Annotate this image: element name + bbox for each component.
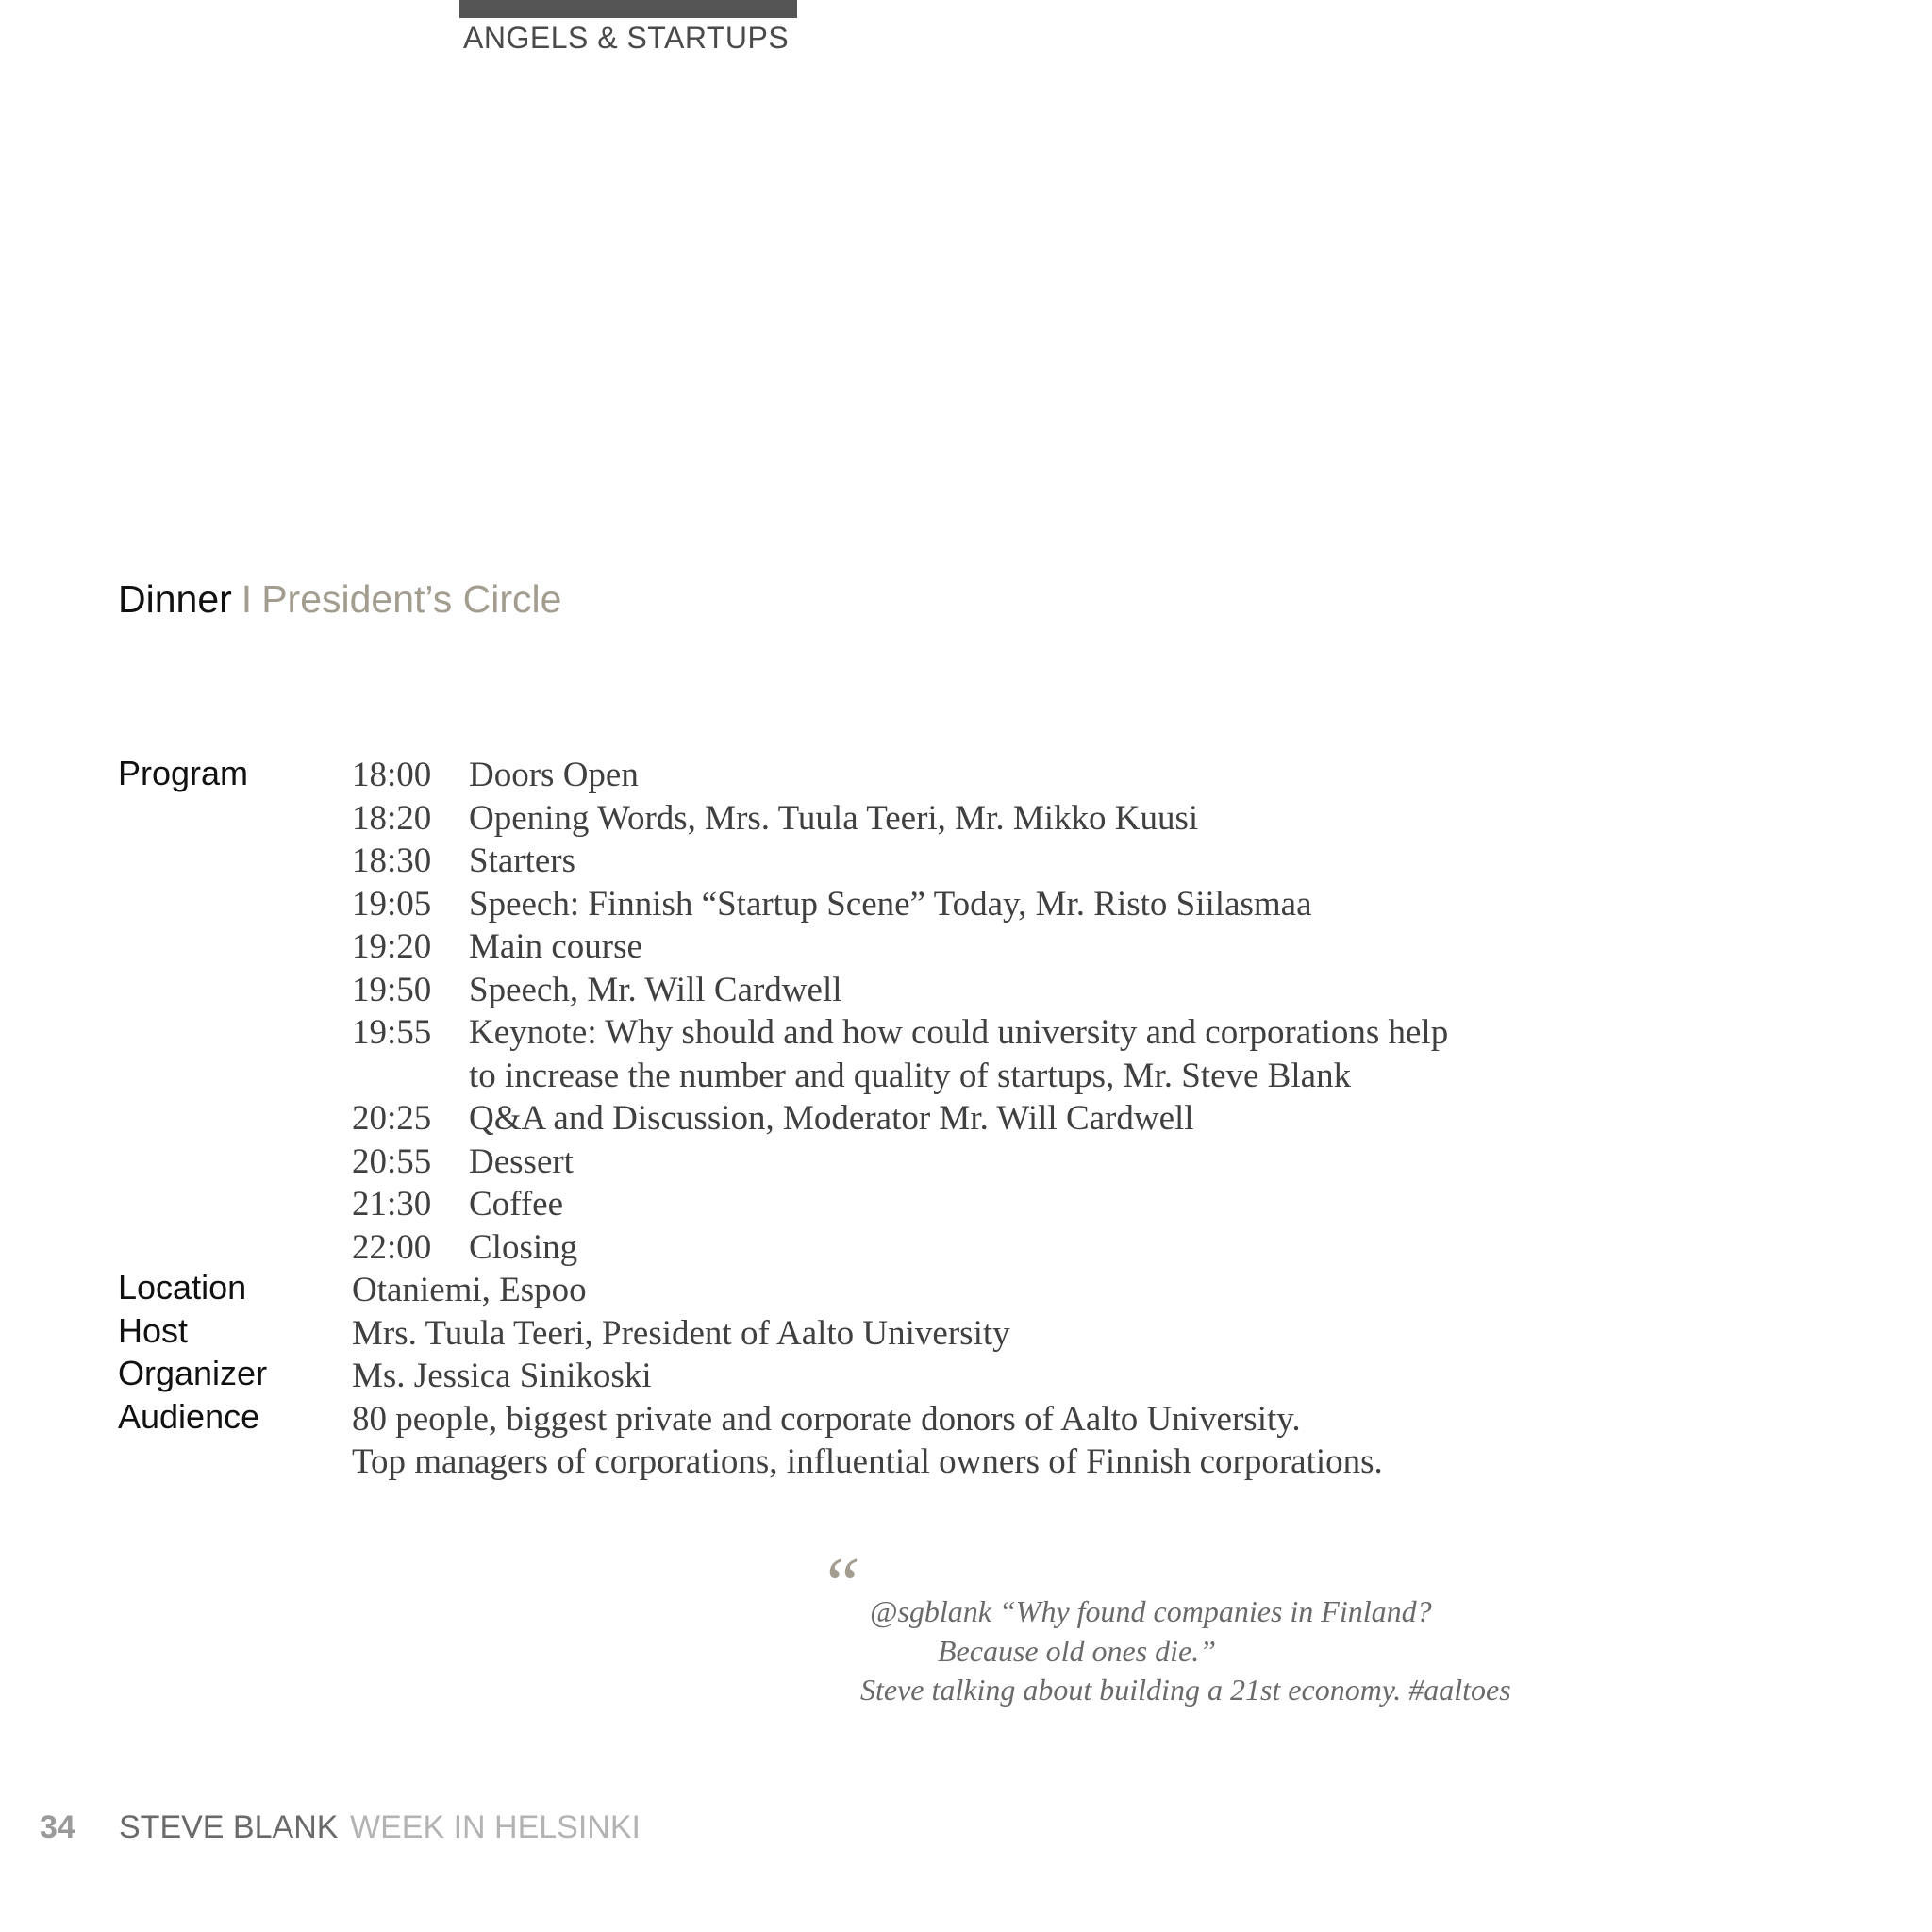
footer-title: STEVE BLANK <box>119 1809 339 1845</box>
program-time: 18:30 <box>352 841 432 880</box>
program-time: 18:00 <box>352 756 432 794</box>
program-item: Closing <box>469 1228 578 1267</box>
program-item: Doors Open <box>469 756 639 794</box>
program-time: 21:30 <box>352 1185 432 1224</box>
organizer-value: Ms. Jessica Sinikoski <box>352 1357 652 1395</box>
program-item: Coffee <box>469 1185 563 1224</box>
program-time: 20:55 <box>352 1142 432 1181</box>
heading-subtitle: President’s Circle <box>261 577 562 621</box>
program-item: Opening Words, Mrs. Tuula Teeri, Mr. Mikko Kuusi <box>469 799 1199 838</box>
program-item: Starters <box>469 841 576 880</box>
program-item: Dessert <box>469 1142 574 1181</box>
audience-value-line2: Top managers of corporations, influential owners of Finnish corporations. <box>352 1442 1383 1481</box>
section-title: ANGELS & STARTUPS <box>463 21 790 55</box>
quote-line1: @sgblank “Why found companies in Finland? <box>870 1594 1432 1628</box>
label-audience: Audience <box>118 1397 260 1436</box>
program-time: 19:05 <box>352 885 432 924</box>
program-time: 18:20 <box>352 799 432 838</box>
heading-separator: I <box>241 577 253 621</box>
program-time: 19:20 <box>352 927 432 966</box>
quote-mark-icon: “ <box>819 1543 861 1626</box>
program-item: Main course <box>469 927 642 966</box>
page-heading <box>118 577 561 622</box>
host-value: Mrs. Tuula Teeri, President of Aalto University <box>352 1314 1010 1353</box>
footer-subtitle: WEEK IN HELSINKI <box>350 1809 641 1845</box>
footer-page-number: 34 <box>40 1809 75 1845</box>
program-time: 20:25 <box>352 1099 432 1138</box>
program-time: 19:55 <box>352 1013 432 1052</box>
program-item: Keynote: Why should and how could university and corporations help <box>469 1013 1449 1052</box>
program-item: Q&A and Discussion, Moderator Mr. Will Cardwell <box>469 1099 1194 1138</box>
label-host: Host <box>118 1311 189 1350</box>
program-item: Speech, Mr. Will Cardwell <box>469 971 842 1009</box>
quote-line2: Because old ones die.” <box>938 1634 1217 1668</box>
program-time: 19:50 <box>352 971 432 1009</box>
label-organizer: Organizer <box>118 1354 268 1392</box>
label-location: Location <box>118 1268 247 1307</box>
program-item-continuation: to increase the number and quality of startups, Mr. Steve Blank <box>469 1057 1352 1095</box>
program-item: Speech: Finnish “Startup Scene” Today, Mr. Risto Siilasmaa <box>469 885 1312 924</box>
program-time: 22:00 <box>352 1228 432 1267</box>
location-value: Otaniemi, Espoo <box>352 1271 587 1309</box>
heading-title: Dinner <box>118 577 232 621</box>
label-program: Program <box>118 754 249 792</box>
audience-value-line1: 80 people, biggest private and corporate donors of Aalto University. <box>352 1400 1301 1439</box>
quote-line3: Steve talking about building a 21st economy. #aaltoes <box>860 1673 1511 1707</box>
section-header-bar <box>459 0 797 18</box>
